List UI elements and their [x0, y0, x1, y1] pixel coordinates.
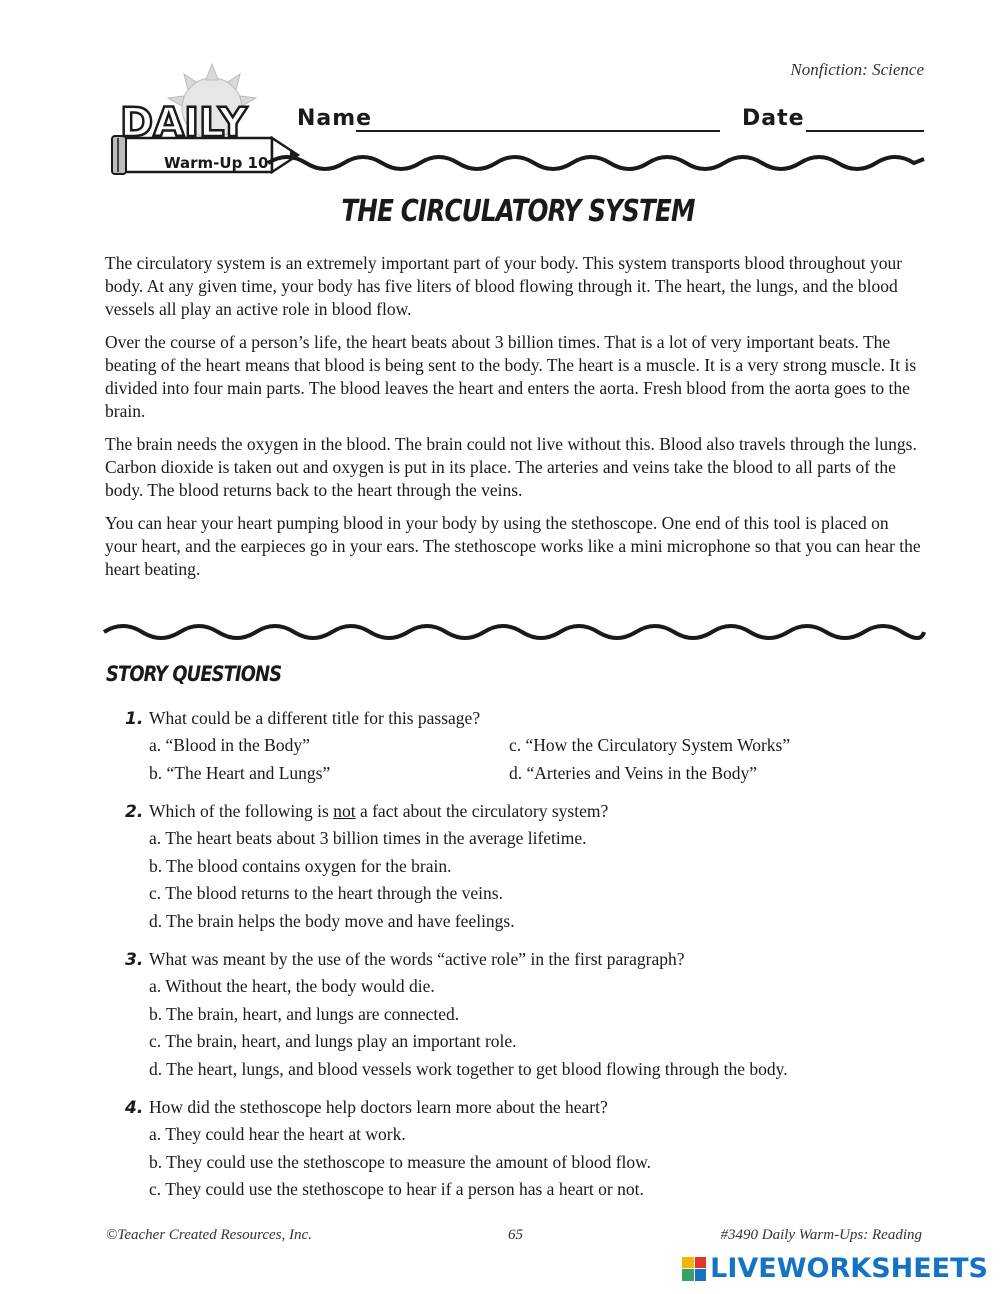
answer-option-3d[interactable]: d. The heart, lungs, and blood vessels work together to get blood flowing through the body.: [149, 1059, 788, 1080]
passage-paragraph: The brain needs the oxygen in the blood. The brain could not live without this. Blood also travels through the lungs. Carbon dioxide is taken out and oxygen is put in its place. The arteries and veins take the blood to all parts of the body. The blood returns back to the heart through the veins.: [105, 434, 917, 500]
wavy-divider-middle: [0, 618, 1000, 648]
answer-option-2c[interactable]: c. The blood returns to the heart through the veins.: [149, 883, 503, 904]
answer-option-4b[interactable]: b. They could use the stethoscope to measure the amount of blood flow.: [149, 1151, 652, 1172]
answer-option-3c[interactable]: c. The brain, heart, and lungs play an important role.: [149, 1031, 517, 1052]
question-number: 3.: [125, 950, 144, 970]
date-input-line[interactable]: [806, 130, 924, 132]
answer-option-1d[interactable]: d. “Arteries and Veins in the Body”: [509, 762, 758, 783]
genre-label: Nonfiction: Science: [790, 60, 924, 79]
date-label: Date: [742, 106, 805, 131]
answer-option-4a[interactable]: a. They could hear the heart at work.: [149, 1124, 406, 1144]
watermark-text: LIVEWORKSHEETS: [710, 1253, 988, 1284]
answer-option-3a[interactable]: a. Without the heart, the body would die.: [149, 976, 435, 996]
logo-subtitle: Warm-Up 10: [164, 154, 269, 172]
question-text: What was meant by the use of the words “active role” in the first paragraph?: [149, 949, 685, 969]
footer-copyright: ©Teacher Created Resources, Inc.: [106, 1227, 312, 1243]
footer-book-title: #3490 Daily Warm-Ups: Reading: [720, 1227, 922, 1243]
story-questions-heading: STORY QUESTIONS: [106, 662, 282, 686]
wavy-divider-top: [0, 148, 1000, 178]
answer-option-3b[interactable]: b. The brain, heart, and lungs are connected.: [149, 1003, 460, 1024]
page-title: THE CIRCULATORY SYSTEM: [341, 194, 695, 229]
answer-option-1b[interactable]: b. “The Heart and Lungs”: [149, 762, 331, 783]
question-number: 4.: [125, 1098, 144, 1118]
question-text: How did the stethoscope help doctors learn more about the heart?: [149, 1097, 608, 1117]
question-number: 1.: [125, 709, 144, 729]
question-3: [125, 949, 935, 1084]
answer-option-2a[interactable]: a. The heart beats about 3 billion times in the average lifetime.: [149, 828, 587, 848]
answer-option-4c[interactable]: c. They could use the stethoscope to hear if a person has a heart or not.: [149, 1179, 644, 1200]
name-label: Name: [297, 106, 373, 131]
question-2: [125, 801, 935, 936]
liveworksheets-watermark: [682, 1253, 988, 1284]
logo-word: DAILY: [120, 100, 248, 146]
passage-paragraph: The circulatory system is an extremely important part of your body. This system transports blood throughout your body. At any given time, your body has five liters of blood flowing through it. The heart, the lungs, and the blood vessels all play an active role in blood flow.: [105, 253, 903, 319]
footer-page-number: 65: [508, 1227, 523, 1243]
question-1: [125, 708, 935, 787]
question-text: Which of the following is not a fact about the circulatory system?: [149, 801, 609, 821]
question-number: 2.: [125, 802, 144, 822]
name-input-line[interactable]: [356, 130, 720, 132]
passage: [105, 252, 925, 591]
underlined-word: not: [333, 801, 356, 821]
question-text: What could be a different title for this passage?: [149, 708, 481, 728]
passage-paragraph: Over the course of a person’s life, the heart beats about 3 billion times. That is a lot of very important beats. The beating of the heart means that blood is being sent to the body. The heart is a muscle. It is a very strong muscle. It is divided into four main parts. The blood leaves the heart and enters the aorta. Fresh blood from the aorta goes to the brain.: [105, 332, 917, 421]
question-4: [125, 1097, 935, 1204]
liveworksheets-logo-icon: [682, 1257, 706, 1281]
answer-option-2d[interactable]: d. The brain helps the body move and have feelings.: [149, 911, 515, 932]
passage-paragraph: You can hear your heart pumping blood in your body by using the stethoscope. One end of this tool is placed on your heart, and the earpieces go in your ears. The stethoscope works like a mini microphone so that you can hear the heart beating.: [105, 513, 921, 579]
answer-option-1c[interactable]: c. “How the Circulatory System Works”: [509, 735, 791, 755]
answer-option-2b[interactable]: b. The blood contains oxygen for the brain.: [149, 855, 452, 876]
answer-option-1a[interactable]: a. “Blood in the Body”: [149, 735, 310, 755]
